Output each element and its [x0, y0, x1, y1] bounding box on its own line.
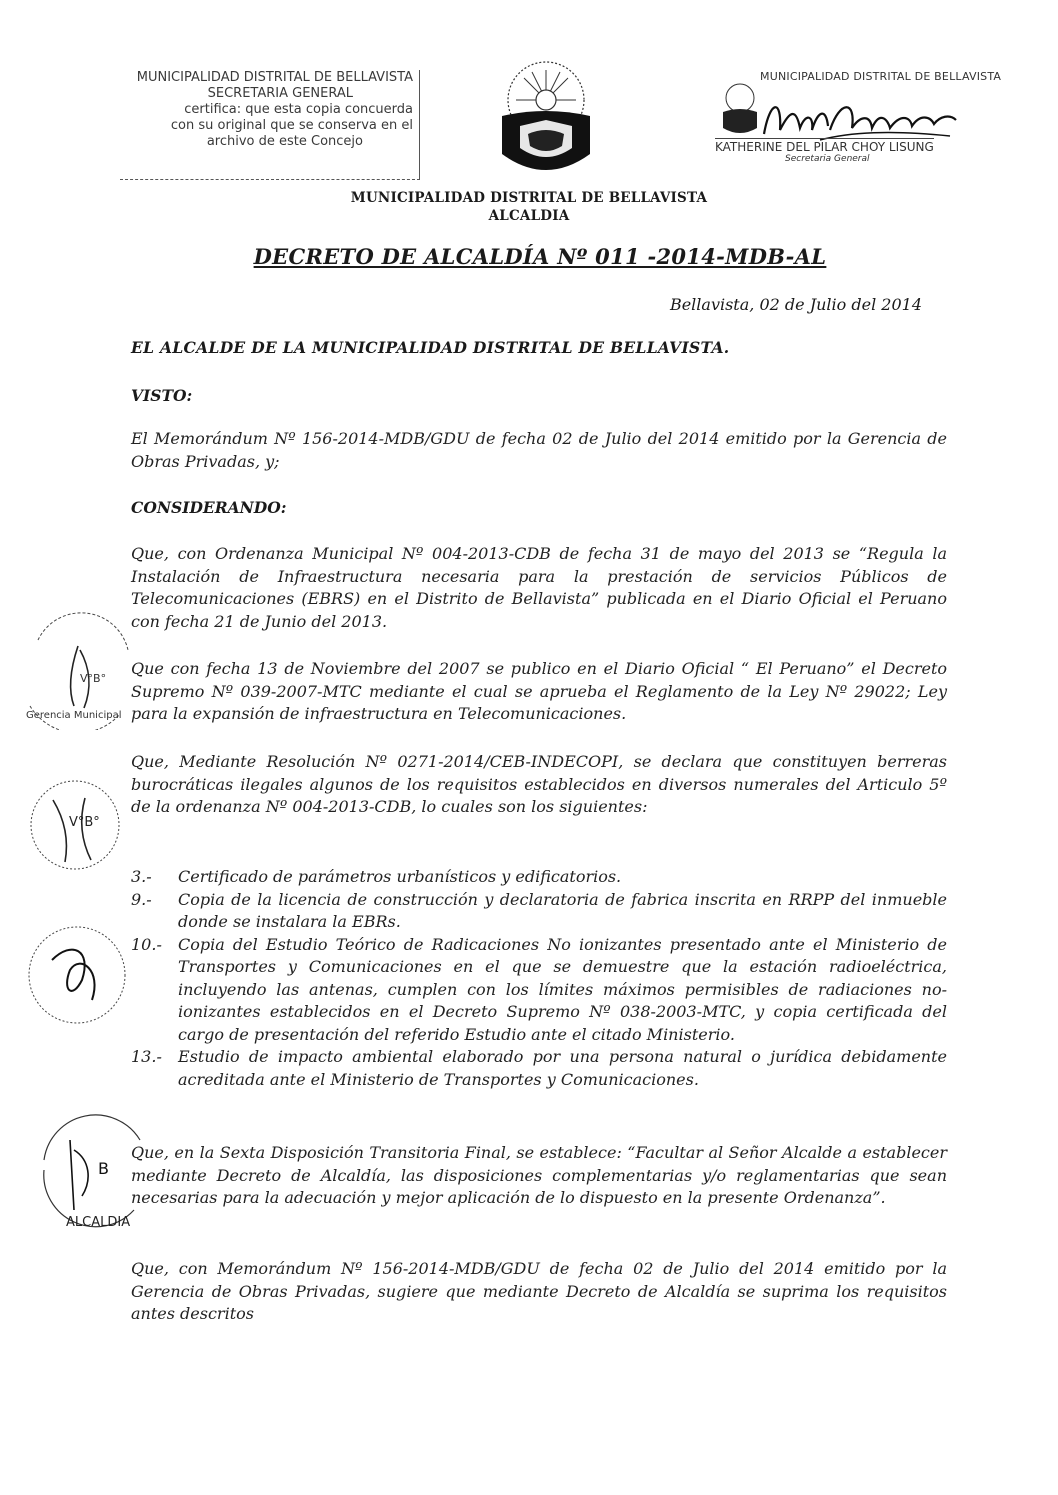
list-item	[131, 866, 947, 889]
stamp-line: certifica: que esta copia concuerda	[184, 102, 413, 117]
stamp-line: SECRETARIA GENERAL	[207, 86, 353, 101]
list-item	[131, 889, 947, 934]
svg-text:V°B°: V°B°	[80, 672, 107, 685]
gerencia-municipal-stamp	[20, 610, 135, 730]
certification-stamp	[120, 70, 420, 180]
svg-text:B: B	[98, 1159, 109, 1178]
signature-stamp	[705, 68, 1002, 178]
gerencia-municipal-label: Gerencia Municipal	[26, 710, 122, 721]
considerando-paragraph-5: Que, con Memorándum Nº 156-2014-MDB/GDU de fecha 02 de Julio del 2014 emitido por la Gerencia de Obras Privadas, sugiere que mediante Decreto de Alcaldía se suprima los requisitos antes descritos	[131, 1259, 947, 1323]
item-text: Copia de la licencia de construcción y declaratoria de fabrica inscrita en RRPP del inmueble donde se instalara la EBRs.	[178, 889, 947, 931]
item-number: 9.-	[131, 889, 152, 909]
header-municipality: MUNICIPALIDAD DISTRITAL DE BELLAVISTA	[350, 190, 708, 206]
stamp-line: MUNICIPALIDAD DISTRITAL DE BELLAVISTA	[136, 70, 413, 85]
considerando-heading: CONSIDERANDO:	[131, 498, 287, 517]
item-text: Certificado de parámetros urbanísticos y edificatorios.	[178, 867, 622, 886]
item-number: 10.-	[131, 934, 162, 954]
list-item	[131, 1046, 947, 1091]
visto-paragraph: El Memorándum Nº 156-2014-MDB/GDU de fecha 02 de Julio del 2014 emitido por la Gerencia de Obras Privadas, y;	[131, 429, 947, 471]
seal-icon	[715, 76, 765, 136]
considerando-paragraph-4: Que, en la Sexta Disposición Transitoria Final, se establece: “Facultar al Señor Alcalde a establecer mediante Decreto de Alcaldía, las disposiciones complementarias y/o reglamentarias que sean necesarias para la adecuación y mejor aplicación de lo dispuesto en la presente Ordenanza”.	[131, 1143, 947, 1207]
alcaldia-label: ALCALDIA	[66, 1215, 131, 1230]
stamp-line: archivo de este Concejo	[206, 134, 363, 149]
distrital-stamp	[22, 920, 132, 1030]
vb-mark: V°B°	[69, 815, 100, 830]
signatory-name: KATHERINE DEL PILAR CHOY LISUNG	[715, 140, 934, 154]
requirements-list	[131, 866, 947, 1091]
signatory-role: Secretaria General	[785, 154, 870, 164]
decree-title: DECRETO DE ALCALDÍA Nº 011 -2014-MDB-AL	[253, 244, 827, 269]
decree-date: Bellavista, 02 de Julio del 2014	[669, 295, 922, 314]
visto-bueno-stamp	[25, 770, 125, 880]
item-number: 13.-	[131, 1047, 162, 1066]
header-office: ALCALDIA	[488, 208, 570, 224]
visto-heading: VISTO:	[131, 386, 193, 405]
considerando-paragraph-3: Que, Mediante Resolución Nº 0271-2014/CEB-INDECOPI, se declara que constituyen berreras burocráticas ilegales algunos de los requisitos establecidos en diversos numerales del Articulo 5º de la ordenanza Nº 004-2013-CDB, lo cuales son los siguientes:	[131, 752, 947, 816]
stamp-municipality: MUNICIPALIDAD DISTRITAL DE BELLAVISTA	[760, 70, 1002, 83]
alcalde-heading: EL ALCALDE DE LA MUNICIPALIDAD DISTRITAL DE BELLAVISTA.	[131, 338, 730, 357]
considerando-paragraph-1: Que, con Ordenanza Municipal Nº 004-2013-CDB de fecha 31 de mayo del 2013 se “Regula la Instalación de Infraestructura necesaria para la prestación de servicios Públicos de Telecomunicaciones (EBRS) en el Distrito de Bellavista” publicada en el Diario Oficial el Peruano con fecha 21 de Junio del 2013.	[131, 544, 947, 631]
item-text: Copia del Estudio Teórico de Radicaciones No ionizantes presentado ante el Ministerio de Transportes y Comunicaciones en el que se demuestre que la estación radioeléctrica, incluyendo las antenas, cumplen con los límites máximos permisibles de radiaciones no-ionizantes establecidos en el Decreto Supremo Nº 038-2003-MTC, y copia certificada del cargo de presentación del referido Estudio ante el citado Ministerio.	[178, 934, 947, 1044]
list-item	[131, 934, 947, 1047]
municipal-crest-logo	[490, 56, 602, 184]
alcaldia-stamp	[30, 1100, 150, 1230]
stamp-line: con su original que se conserva en el	[170, 118, 413, 133]
item-text: Estudio de impacto ambiental elaborado por una persona natural o jurídica debidamente acreditada ante el Ministerio de Transportes y Comunicaciones.	[178, 1047, 947, 1089]
considerando-paragraph-2: Que con fecha 13 de Noviembre del 2007 se publico en el Diario Oficial “ El Peruano” el Decreto Supremo Nº 039-2007-MTC mediante el cual se aprueba el Reglamento de la Ley Nº 29022; Ley para la expansión de infraestructura en Telecomunicaciones.	[131, 659, 947, 723]
item-number: 3.-	[131, 867, 152, 886]
